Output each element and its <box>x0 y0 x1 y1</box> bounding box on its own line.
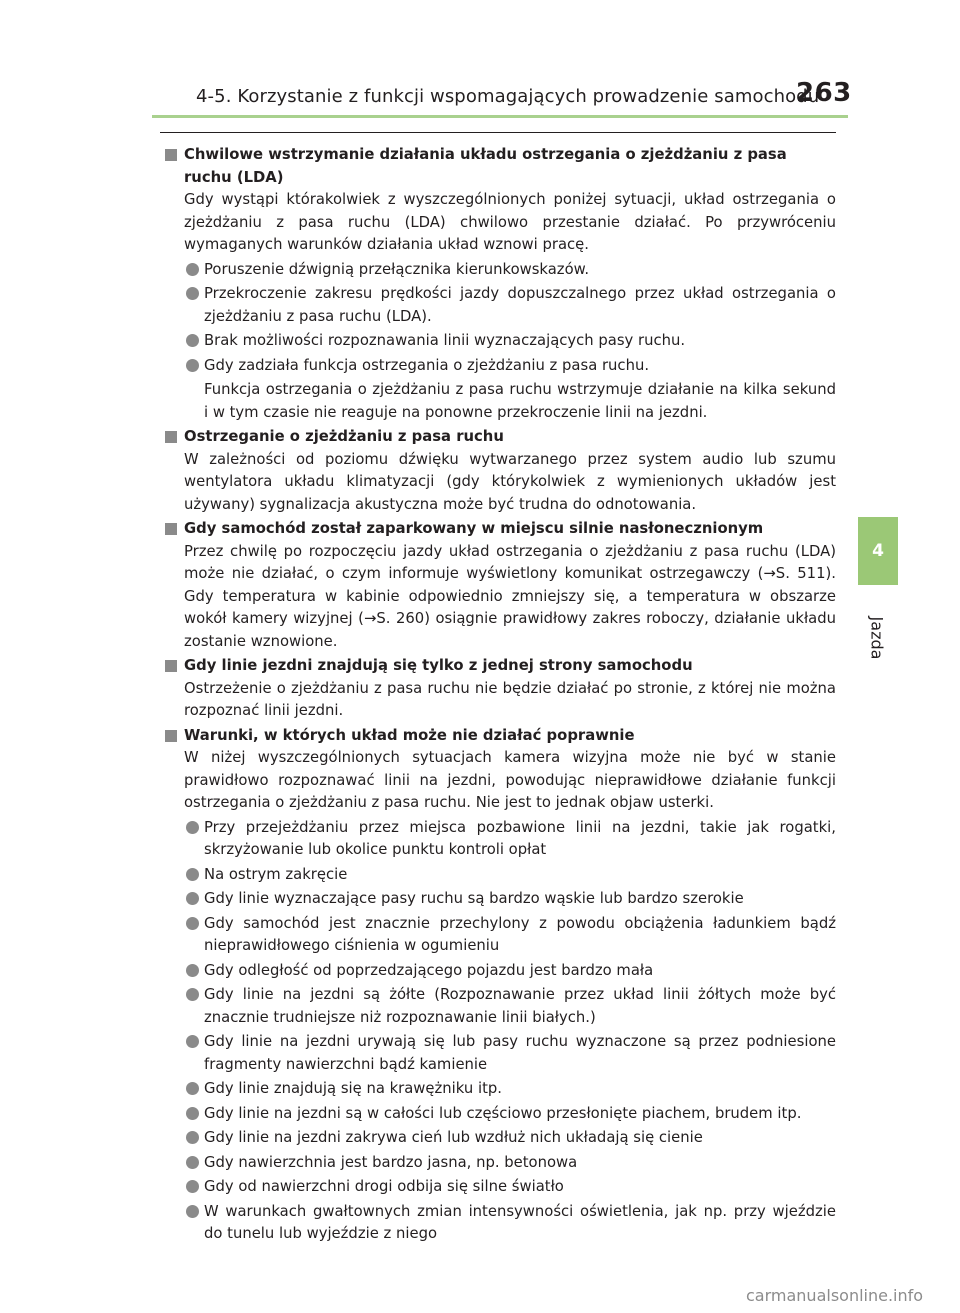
bullet-dot-icon <box>186 1156 199 1169</box>
list-item: Gdy odległość od poprzedzającego pojazdu jest bardzo mała <box>184 960 836 983</box>
bullet-dot-icon <box>186 1205 199 1218</box>
section-heading: Gdy samochód został zaparkowany w miejscu silnie nasłonecznionym <box>184 520 764 537</box>
section-square-icon <box>165 730 177 742</box>
bullet-dot-icon <box>186 263 199 276</box>
section-square-icon <box>165 660 177 672</box>
section-square-icon <box>165 523 177 535</box>
bullet-dot-icon <box>186 334 199 347</box>
list-item: Gdy linie na jezdni zakrywa cień lub wzdłuż nich układają się cienie <box>184 1127 836 1150</box>
section-one-side-lines <box>162 655 836 723</box>
list-item: Brak możliwości rozpoznawania linii wyznaczających pasy ruchu. <box>184 330 836 353</box>
list-item: Gdy linie wyznaczające pasy ruchu są bardzo wąskie lub bardzo szerokie <box>184 888 836 911</box>
chapter-tab[interactable]: 4 <box>858 517 898 585</box>
page-content <box>162 144 836 1246</box>
list-item: Gdy linie na jezdni urywają się lub pasy ruchu wyznaczone są przez podniesione fragmenty nawierzchni bądź kamienie <box>184 1031 836 1076</box>
section-paragraph: W niżej wyszczególnionych sytuacjach kamera wizyjna może nie być w stanie prawidłowo rozpoznawać linii na jezdni, powodując nieprawidłowe działanie funkcji ostrzegania o zjeżdżaniu z pasa ruchu. Nie jest to jednak objaw usterki. <box>184 749 836 811</box>
watermark-url: carmanualsonline.info <box>746 1286 924 1305</box>
bullet-dot-icon <box>186 868 199 881</box>
bullet-dot-icon <box>186 1107 199 1120</box>
list-item: Przekroczenie zakresu prędkości jazdy dopuszczalnego przez układ ostrzegania o zjeżdżaniu z pasa ruchu (LDA). <box>184 283 836 328</box>
section-heading: Ostrzeganie o zjeżdżaniu z pasa ruchu <box>184 428 504 445</box>
bullet-dot-icon <box>186 287 199 300</box>
bullet-dot-icon <box>186 917 199 930</box>
chapter-tab-label: Jazda <box>867 616 887 660</box>
section-malfunction-conditions <box>162 725 836 1246</box>
section-square-icon <box>165 431 177 443</box>
section-paragraph: Ostrzeżenie o zjeżdżaniu z pasa ruchu nie będzie działać po stronie, z której nie można rozpoznać linii jezdni. <box>184 679 836 719</box>
list-item: Gdy samochód jest znacznie przechylony z powodu obciążenia ładunkiem bądź nieprawidłowego ciśnienia w ogumieniu <box>184 913 836 958</box>
list-item: W warunkach gwałtownych zmian intensywności oświetlenia, jak np. przy wjeździe do tunelu lub wyjeździe z niego <box>184 1201 836 1246</box>
list-item: Gdy linie na jezdni są żółte (Rozpoznawanie przez układ linii żółtych może być znacznie trudniejsze niż rozpoznawanie linii białych.) <box>184 984 836 1029</box>
page-number: 263 <box>796 78 852 108</box>
page-reference-link[interactable]: →S. 260 <box>363 610 425 627</box>
list-item: Gdy zadziała funkcja ostrzegania o zjeżdżaniu z pasa ruchu. <box>184 355 836 378</box>
list-item: Na ostrym zakręcie <box>184 864 836 887</box>
section-paragraph: Przez chwilę po rozpoczęciu jazdy układ ostrzegania o zjeżdżaniu z pasa ruchu (LDA) może nie działać, o czym informuje wyświetlony komunikat ostrzegawczy (→S. 511). Gdy temperatura w kabinie odpowiednio zmniejszy się, a temperatura w obszarze wokół kamery wizyjnej (→S. 260) osiągnie prawidłowy zakres roboczy, działanie układu zostanie wznowione. <box>184 542 836 650</box>
section-paragraph: Gdy wystąpi którakolwiek z wyszczególnionych poniżej sytuacji, układ ostrzegania o zjeżdżaniu z pasa ruchu (LDA) chwilowo przestanie działać. Po przywróceniu wymaganych warunków działania układ wznowi pracę. <box>184 191 836 253</box>
section-heading: Warunki, w których układ może nie działać poprawnie <box>184 726 635 744</box>
list-item: Gdy linie na jezdni są w całości lub częściowo przesłonięte piachem, brudem itp. <box>184 1103 836 1126</box>
header-divider <box>152 115 848 118</box>
page-reference-link[interactable]: →S. 511 <box>763 565 826 582</box>
bullet-dot-icon <box>186 988 199 1001</box>
section-heading: Chwilowe wstrzymanie działania układu ostrzegania o zjeżdżaniu z pasa ruchu (LDA) <box>184 146 787 186</box>
list-item: Gdy nawierzchnia jest bardzo jasna, np. betonowa <box>184 1152 836 1175</box>
list-item: Przy przejeżdżaniu przez miejsca pozbawione linii na jezdni, takie jak rogatki, skrzyżowanie lub okolice punktu kontroli opłat <box>184 817 836 862</box>
bullet-dot-icon <box>186 359 199 372</box>
bullet-dot-icon <box>186 892 199 905</box>
bullet-dot-icon <box>186 1131 199 1144</box>
list-item: Poruszenie dźwignią przełącznika kierunkowskazów. <box>184 259 836 282</box>
chapter-header-title: 4-5. Korzystanie z funkcji wspomagających prowadzenie samochodu <box>196 86 820 107</box>
section-heading: Gdy linie jezdni znajdują się tylko z jednej strony samochodu <box>184 657 693 674</box>
bullet-dot-icon <box>186 821 199 834</box>
bullet-dot-icon <box>186 1180 199 1193</box>
bullet-note: Funkcja ostrzegania o zjeżdżaniu z pasa ruchu wstrzymuje działanie na kilka sekund i w tym czasie nie reaguje na ponowne przekroczenie linii na jezdni. <box>204 381 836 421</box>
section-paragraph: W zależności od poziomu dźwięku wytwarzanego przez system audio lub szumu wentylatora układu klimatyzacji (gdy którykolwiek z wymienionych układów jest używany) sygnalizacja akustyczna może być trudna do odnotowania. <box>184 450 836 513</box>
section-sunny-parking <box>162 518 836 653</box>
section-divider <box>160 132 836 133</box>
section-lane-departure-warning <box>162 426 836 516</box>
bullet-dot-icon <box>186 1035 199 1048</box>
section-lda-suspension <box>162 144 836 424</box>
bullet-dot-icon <box>186 964 199 977</box>
list-item: Gdy od nawierzchni drogi odbija się silne światło <box>184 1176 836 1199</box>
list-item: Gdy linie znajdują się na krawężniku itp. <box>184 1078 836 1101</box>
bullet-dot-icon <box>186 1082 199 1095</box>
section-square-icon <box>165 149 177 161</box>
